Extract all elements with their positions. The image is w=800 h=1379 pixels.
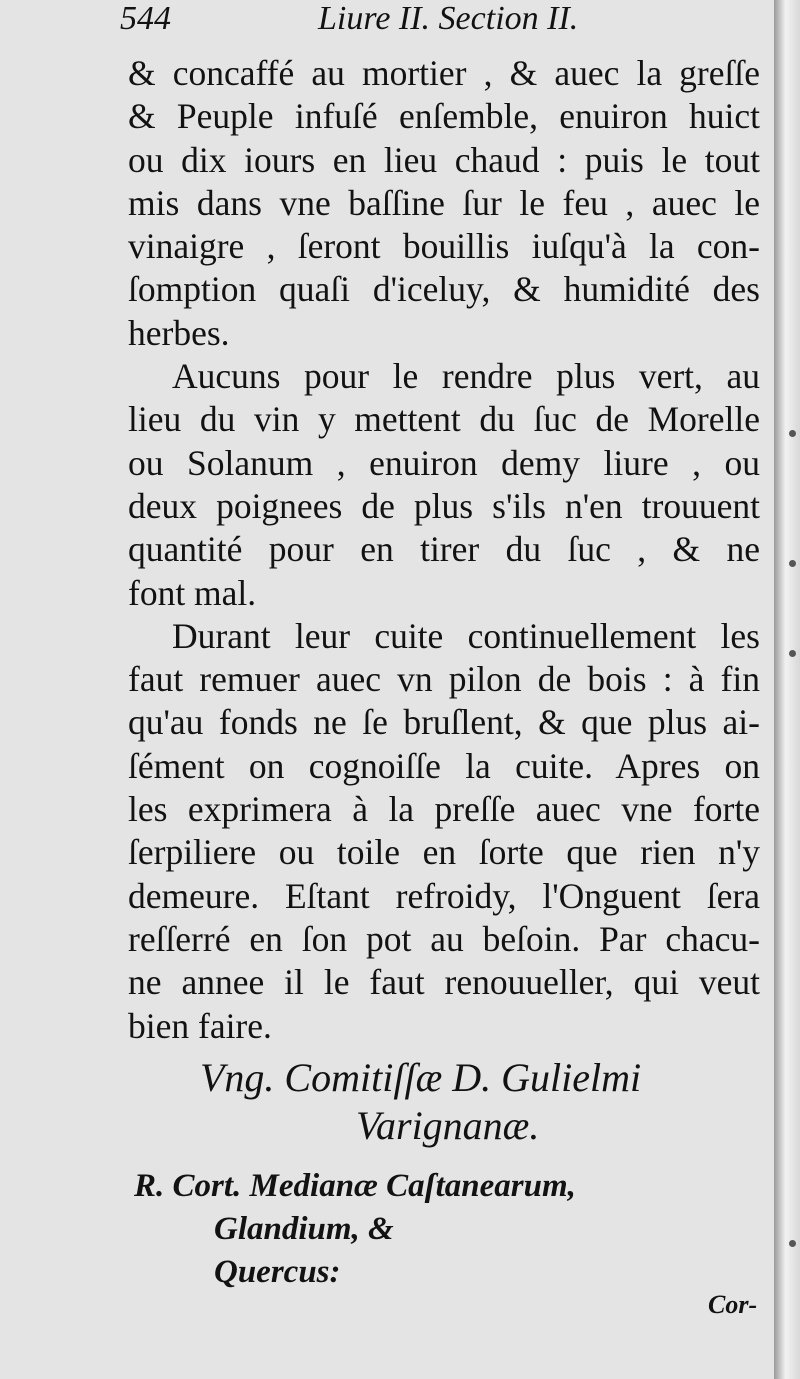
text-line: ſomption quaſi d'iceluy, & humidité des [128, 269, 760, 310]
text-line: les exprimera à la preſſe auec vne forte [128, 789, 760, 830]
text-line: reſſerré en ſon pot au beſoin. Par chacu- [128, 918, 760, 959]
binding-hole [789, 650, 796, 657]
recipe-heading-line: Vng. Comitiſſæ D. Gulielmi [200, 1055, 642, 1100]
ingredient-line: Quercus: [214, 1254, 341, 1290]
text-line: vinaigre , ſeront bouillis iuſqu'à la con- [128, 226, 760, 267]
paragraph [128, 52, 760, 355]
text-line: quantité pour en tirer du ſuc , & ne [128, 529, 760, 570]
text-line: font mal. [128, 572, 257, 613]
show-through-text [150, 1070, 158, 1104]
paragraph [128, 615, 760, 1048]
text-line: mis dans vne baſſine ſur le feu , auec le [128, 182, 760, 223]
text-line: deux poignees de plus s'ils n'en trouuent [128, 485, 760, 526]
page-gutter [774, 0, 800, 1379]
binding-hole [789, 1240, 796, 1247]
binding-hole [789, 560, 796, 567]
text-line: lieu du vin y mettent du ſuc de Morelle [128, 399, 760, 440]
recipe-heading [200, 1054, 760, 1150]
binding-hole [789, 430, 796, 437]
text-line: ou dix iours en lieu chaud : puis le tout [128, 139, 760, 180]
text-line: demeure. Eſtant refroidy, l'Onguent ſera [128, 875, 760, 916]
text-line: ne annee il le faut renouueller, qui veut [128, 962, 760, 1003]
text-line: Durant leur cuite continuellement les [172, 615, 760, 656]
catchword: Cor- [708, 1290, 758, 1319]
body-text [128, 52, 760, 1048]
text-line: Aucuns pour le rendre plus vert, au [172, 356, 760, 397]
text-line: ſerpiliere ou toile en ſorte que rien n'y [128, 832, 760, 873]
text-line: ou Solanum , enuiron demy liure , ou [128, 442, 760, 483]
text-line: & Peuple infuſé enſemble, enuiron huict [128, 96, 760, 137]
text-line: ſément on cognoiſſe la cuite. Apres on [128, 745, 760, 786]
ingredient-line: R. Cort. Medianæ Caſtanearum, [134, 1168, 576, 1204]
text-line: & concaffé au mortier , & auec la greſſe [128, 53, 760, 93]
page-header [120, 2, 770, 36]
text-line: herbes. [128, 312, 230, 353]
ingredient-list [134, 1165, 774, 1294]
text-line: qu'au fonds ne ſe bruſlent, & que plus ai- [128, 702, 760, 743]
page-number: 544 [120, 0, 171, 37]
ingredient-line: Glandium, & [214, 1211, 394, 1247]
text-line: faut remuer auec vn pilon de bois : à fin [128, 659, 760, 700]
running-title: Liure II. Section II. [318, 0, 579, 37]
text-line: bien faire. [128, 1005, 272, 1046]
recipe-heading-line: Varignanæ. [356, 1103, 540, 1148]
paragraph [128, 355, 760, 615]
